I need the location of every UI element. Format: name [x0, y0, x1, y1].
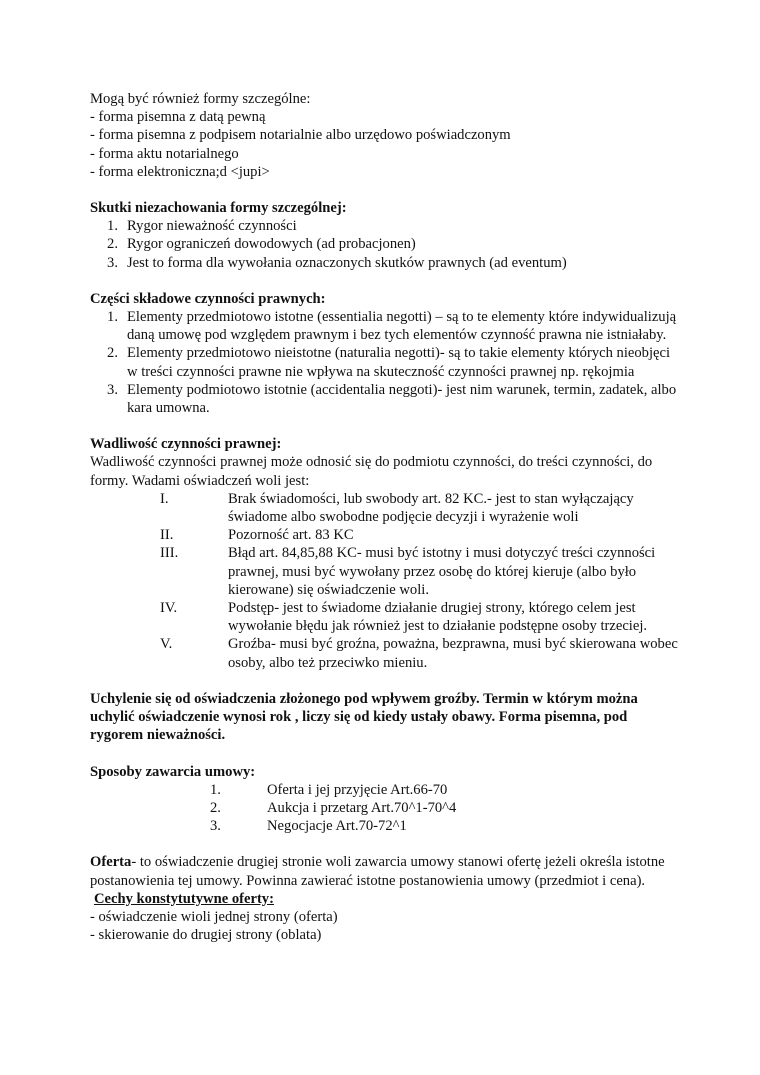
list-text: Elementy przedmiotowo nieistotne (naturalia negotti)- są to takie elementy których nieobjęci w treści czynności prawne nie wpływa na skuteczność czynności prawnej np. rękojmia — [127, 345, 671, 380]
list-item — [90, 235, 680, 253]
list-item — [90, 254, 680, 272]
intro-item: - forma pisemna z podpisem notarialnie albo urzędowo poświadczonym — [90, 127, 511, 144]
list-item — [90, 526, 680, 544]
list-number: 1. — [210, 781, 221, 798]
list-item — [90, 544, 680, 599]
czesci-heading: Części składowe czynności prawnych: — [90, 290, 326, 307]
list-text: Oferta i jej przyjęcie Art.66-70 — [267, 781, 448, 798]
list-text: Rygor ograniczeń dowodowych (ad probacjonen) — [127, 236, 416, 253]
list-number: V. — [160, 636, 173, 653]
list-number: 3. — [210, 818, 221, 835]
list-item — [90, 817, 680, 835]
list-text: Pozorność art. 83 KC — [228, 527, 354, 544]
intro-item: - forma elektroniczna;d <jupi> — [90, 163, 270, 180]
list-number: 2. — [210, 799, 221, 816]
wadliwosc-heading: Wadliwość czynności prawnej: — [90, 436, 282, 453]
oferta-term: Oferta — [90, 854, 132, 871]
skutki-list — [90, 217, 680, 272]
list-number: 1. — [107, 309, 118, 326]
list-text: Aukcja i przetarg Art.70^1-70^4 — [267, 799, 457, 816]
list-item — [90, 344, 680, 380]
list-item — [90, 635, 680, 671]
list-item — [90, 217, 680, 235]
intro-item: - forma pisemna z datą pewną — [90, 109, 266, 126]
uchylenie-paragraph: Uchylenie się od oświadczenia złożonego pod wpływem groźby. Termin w którym można uchylić oświadczenie wynosi rok , liczy się od kiedy ustały obawy. Forma pisemna, pod rygorem nieważności. — [90, 690, 638, 744]
list-item — [90, 781, 680, 799]
list-item — [90, 308, 680, 344]
czesci-list — [90, 308, 680, 417]
list-number: 2. — [107, 236, 118, 253]
list-text: Podstęp- jest to świadome działanie drugiej strony, którego celem jest wywołanie błędu jak również jest to działanie podstępne osoby trzeciej. — [228, 600, 648, 635]
list-number: 1. — [107, 218, 118, 235]
intro-lead: Mogą być również formy szczególne: — [90, 91, 311, 107]
list-text: Elementy podmiotowo istotnie (accidentalia neggoti)- jest nim warunek, termin, zadatek, albo kara umowna. — [127, 381, 677, 417]
list-item — [90, 490, 680, 526]
list-number: I. — [160, 490, 169, 507]
list-text: Negocjacje Art.70-72^1 — [267, 818, 407, 835]
wadliwosc-list — [90, 490, 680, 672]
list-item — [90, 799, 680, 817]
sposoby-list — [90, 781, 680, 836]
intro-item: - forma aktu notarialnego — [90, 145, 239, 162]
list-number: 2. — [107, 345, 118, 362]
list-number: 3. — [107, 381, 118, 398]
cechy-item: - skierowanie do drugiej strony (oblata) — [90, 927, 322, 944]
list-text: Elementy przedmiotowo istotne (essentialia negotti) – są to te elementy które indywidualizują daną umowę pod względem prawnym i bez tych elementów czynność prawna nie istniałaby. — [127, 309, 677, 344]
list-text: Błąd art. 84,85,88 KC- musi być istotny i musi dotyczyć treści czynności prawnej, musi być wywołany przez osobę do której kieruje (albo było kierowane) się oświadczenie woli. — [228, 545, 656, 598]
list-number: III. — [160, 545, 179, 562]
oferta-paragraph — [90, 853, 680, 889]
list-text: Jest to forma dla wywołania oznaczonych skutków prawnych (ad eventum) — [127, 254, 567, 271]
wadliwosc-body: Wadliwość czynności prawnej może odnosić się do podmiotu czynności, do treści czynności, do formy. Wadami oświadczeń woli jest: — [90, 454, 653, 489]
list-text: Brak świadomości, lub swobody art. 82 KC.- jest to stan wyłączający świadome albo swobodne podjęcie decyzji i wyrażenie woli — [228, 490, 634, 526]
list-number: II. — [160, 527, 174, 544]
list-number: IV. — [160, 600, 178, 617]
list-item — [90, 599, 680, 635]
cechy-item: - oświadczenie wioli jednej strony (oferta) — [90, 908, 338, 925]
skutki-heading: Skutki niezachowania formy szczególnej: — [90, 200, 347, 217]
list-text: Groźba- musi być groźna, poważna, bezprawna, musi być skierowana wobec osoby, albo też przeciwko mieniu. — [228, 636, 678, 671]
list-item — [90, 381, 680, 417]
cechy-heading: Cechy konstytutywne oferty: — [94, 890, 274, 907]
sposoby-heading: Sposoby zawarcia umowy: — [90, 763, 256, 780]
list-number: 3. — [107, 254, 118, 271]
list-text: Rygor nieważność czynności — [127, 218, 297, 235]
oferta-text: - to oświadczenie drugiej stronie woli zawarcia umowy stanowi ofertę jeżeli określa istotne postanowienia tej umowy. Powinna zawierać istotne postanowienia umowy (przedmiot i cena). — [90, 854, 665, 889]
